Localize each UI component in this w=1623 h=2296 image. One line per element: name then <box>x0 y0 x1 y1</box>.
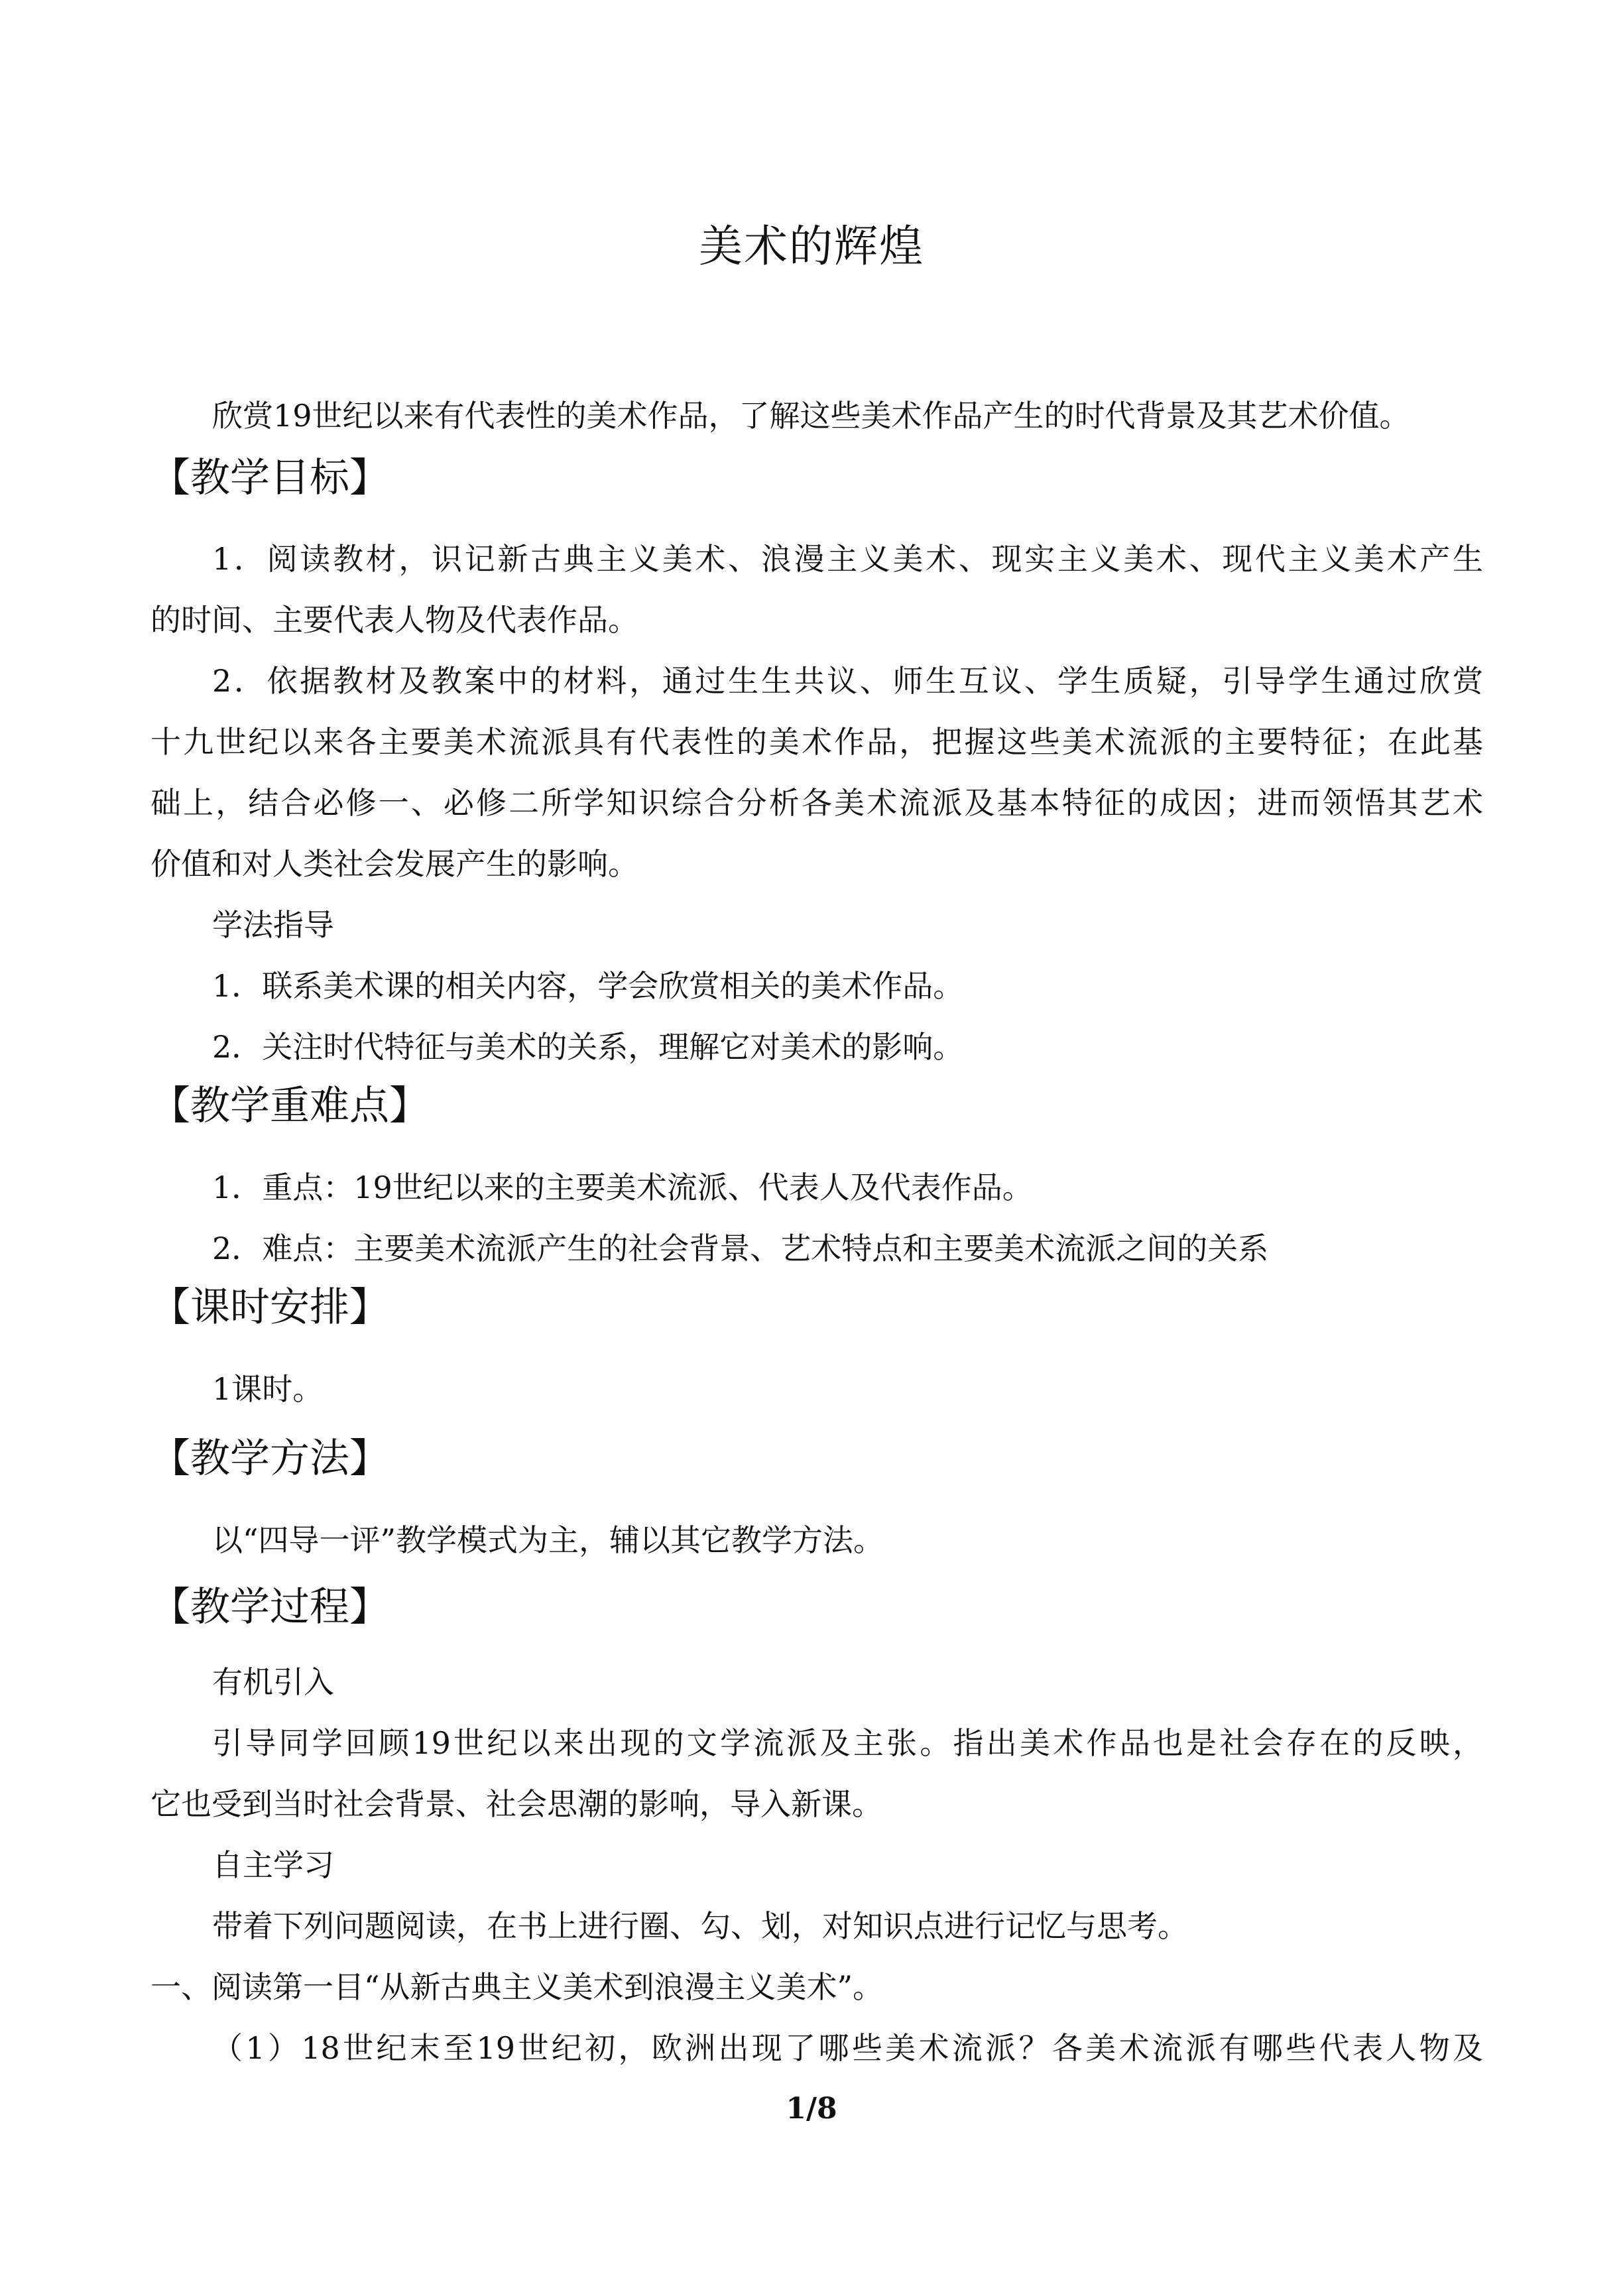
reading-item: 一、阅读第一目“从新古典主义美术到浪漫主义美术”。 <box>150 1969 884 2005</box>
self-study-label: 自主学习 <box>212 1847 334 1883</box>
self-study-text: 带着下列问题阅读，在书上进行圈、勾、划，对知识点进行记忆与思考。 <box>212 1908 1188 1944</box>
method-guide-label: 学法指导 <box>212 907 334 943</box>
intro-paragraph: 欣赏19世纪以来有代表性的美术作品，了解这些美术作品产生的时代背景及其艺术价值。 <box>212 398 1410 434</box>
method-guide-item-2: 2．关注时代特征与美术的关系，理解它对美术的影响。 <box>212 1029 964 1065</box>
goal-1-line-1: 1．阅读教材，识记新古典主义美术、浪漫主义美术、现实主义美术、现代主义美术产生 <box>212 541 1483 577</box>
methods-text: 以“四导一评”教学模式为主，辅以其它教学方法。 <box>212 1522 884 1558</box>
page-title: 美术的辉煌 <box>699 221 924 272</box>
intro-label: 有机引入 <box>212 1664 334 1700</box>
schedule-heading: 【课时安排】 <box>150 1284 389 1331</box>
methods-heading: 【教学方法】 <box>150 1435 389 1482</box>
intro-line-1: 引导同学回顾19世纪以来出现的文学流派及主张。指出美术作品也是社会存在的反映， <box>212 1725 1483 1761</box>
goal-1-line-2: 的时间、主要代表人物及代表作品。 <box>150 602 638 638</box>
goals-heading: 【教学目标】 <box>150 455 389 501</box>
intro-line-2: 它也受到当时社会背景、社会思潮的影响，导入新课。 <box>150 1786 882 1822</box>
goal-2-line-3: 础上，结合必修一、必修二所学知识综合分析各美术流派及基本特征的成因；进而领悟其艺术 <box>150 785 1483 821</box>
keypoint-1: 1．重点：19世纪以来的主要美术流派、代表人及代表作品。 <box>212 1170 1033 1205</box>
schedule-text: 1课时。 <box>212 1371 324 1407</box>
page-number: 1/8 <box>786 2092 837 2126</box>
keypoint-2: 2．难点：主要美术流派产生的社会背景、艺术特点和主要美术流派之间的关系 <box>212 1231 1269 1266</box>
goal-2-line-1: 2．依据教材及教案中的材料，通过生生共议、师生互议、学生质疑，引导学生通过欣赏 <box>212 663 1483 699</box>
method-guide-item-1: 1．联系美术课的相关内容，学会欣赏相关的美术作品。 <box>212 968 964 1004</box>
process-heading: 【教学过程】 <box>150 1584 389 1630</box>
goal-2-line-4: 价值和对人类社会发展产生的影响。 <box>150 846 638 882</box>
question-1: （1）18世纪末至19世纪初，欧洲出现了哪些美术流派？各美术流派有哪些代表人物及 <box>212 2030 1483 2066</box>
goal-2-line-2: 十九世纪以来各主要美术流派具有代表性的美术作品，把握这些美术流派的主要特征；在此基 <box>150 724 1483 760</box>
keypoints-heading: 【教学重难点】 <box>150 1083 429 1129</box>
